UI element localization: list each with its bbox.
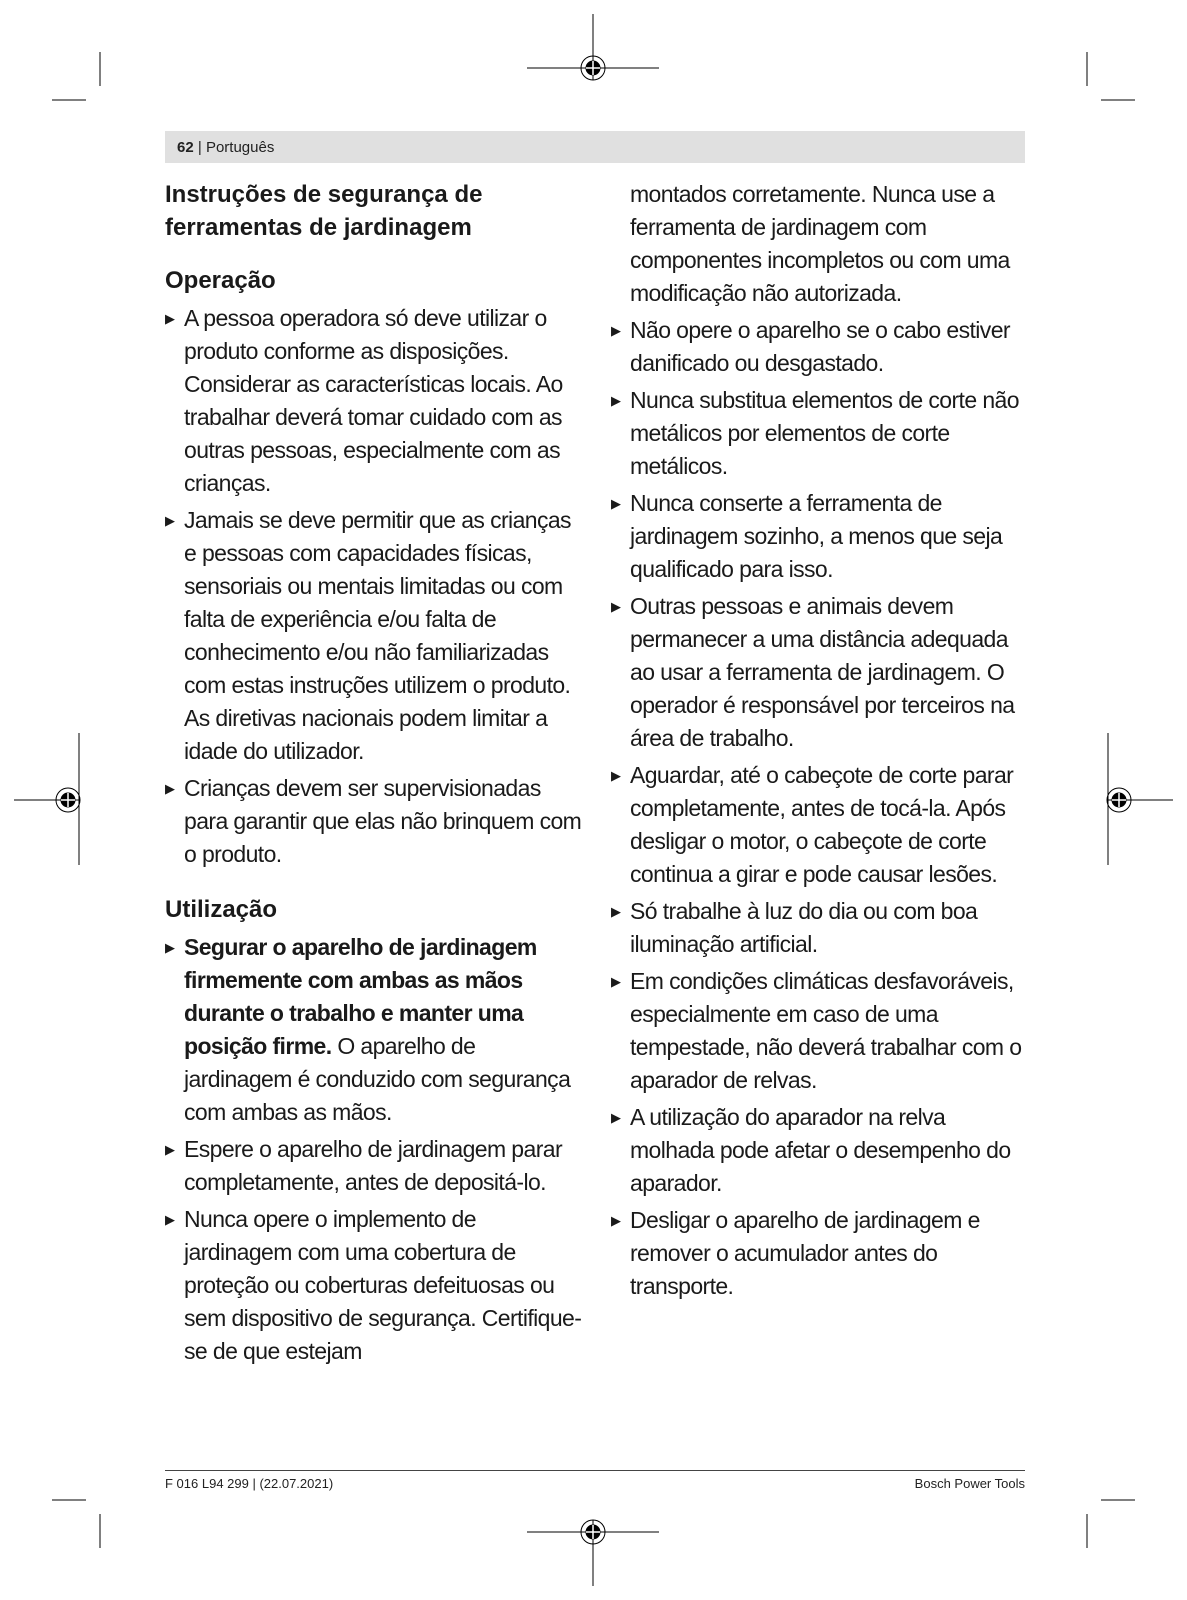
list-item-text: Nunca opere o implemento de jardinagem com uma cobertura de proteção ou coberturas defeituosas ou sem dispositivo de segurança. Certifique-se de que estejam: [184, 1206, 582, 1364]
list-item: [611, 384, 1031, 483]
registration-mark-top: [527, 14, 659, 80]
continued-text: montados corretamente. Nunca use a ferramenta de jardinagem com componentes incompletos ou com uma modificação não autorizada.: [630, 181, 1010, 306]
registration-mark-left: [14, 733, 80, 865]
footer-document-code: F 016 L94 299 | (22.07.2021): [165, 1476, 334, 1491]
list-item-text: Não opere o aparelho se o cabo estiver danificado ou desgastado.: [630, 317, 1010, 376]
list-item: [611, 590, 1031, 755]
page-header-bar: [165, 131, 1025, 163]
triangle-right-icon: ▶: [611, 1110, 621, 1125]
footer-divider: [165, 1470, 1025, 1471]
registration-mark-bottom: [527, 1520, 659, 1586]
subsection-utilizacao: Utilização: [165, 896, 278, 923]
list-item: [165, 1133, 585, 1199]
list-item: [165, 504, 585, 768]
triangle-right-icon: ▶: [611, 323, 621, 338]
triangle-right-icon: ▶: [611, 496, 621, 511]
triangle-right-icon: ▶: [611, 1213, 621, 1228]
list-item: [611, 1101, 1031, 1200]
list-item: [611, 759, 1031, 891]
triangle-right-icon: ▶: [165, 781, 175, 796]
list-item-text: Jamais se deve permitir que as crianças e pessoas com capacidades físicas, sensoriais ou mentais limitadas ou com falta de experiência e/ou falta de conhecimento e/ou não familiarizadas com estas instruções utilizem o produto. As diretivas nacionais podem limitar a idade do utilizador.: [184, 507, 571, 764]
list-item: [611, 1204, 1031, 1303]
list-item-bold-text: Segurar o aparelho de jardinagem firmemente com ambas as mãos durante o trabalho e manter uma posição firme.: [184, 934, 537, 1059]
triangle-right-icon: ▶: [165, 940, 175, 955]
triangle-right-icon: ▶: [611, 768, 621, 783]
list-item-text: Outras pessoas e animais devem permanecer a uma distância adequada ao usar a ferramenta de jardinagem. O operador é responsável por terceiros na área de trabalho.: [630, 593, 1015, 751]
triangle-right-icon: ▶: [611, 393, 621, 408]
list-item: [611, 314, 1031, 380]
list-item-text: Só trabalhe à luz do dia ou com boa iluminação artificial.: [630, 898, 978, 957]
page-header: [177, 139, 274, 156]
operacao-list: [165, 302, 585, 871]
subsection-operacao: Operação: [165, 267, 276, 294]
list-item-text: Nunca substitua elementos de corte não metálicos por elementos de corte metálicos.: [630, 387, 1019, 479]
right-column: [611, 178, 1031, 1307]
list-item-text: Espere o aparelho de jardinagem parar completamente, antes de depositá-lo.: [184, 1136, 562, 1195]
section-title: Instruções de segurança de ferramentas de jardinagem: [165, 181, 483, 241]
triangle-right-icon: ▶: [611, 904, 621, 919]
triangle-right-icon: ▶: [611, 974, 621, 989]
page-number: 62: [177, 139, 194, 156]
list-item-text: Aguardar, até o cabeçote de corte parar completamente, antes de tocá-la. Após desligar o motor, o cabeçote de corte continua a girar e pode causar lesões.: [630, 762, 1014, 887]
triangle-right-icon: ▶: [165, 311, 175, 326]
list-item: [611, 895, 1031, 961]
triangle-right-icon: ▶: [611, 599, 621, 614]
triangle-right-icon: ▶: [165, 1142, 175, 1157]
list-item: [165, 772, 585, 871]
header-separator: |: [197, 139, 202, 156]
list-item-text: Crianças devem ser supervisionadas para garantir que elas não brinquem com o produto.: [184, 775, 582, 867]
list-item: [165, 1203, 585, 1368]
list-item: [165, 931, 585, 1129]
list-item-text: A utilização do aparador na relva molhada pode afetar o desempenho do aparador.: [630, 1104, 1011, 1196]
list-item-text: O aparelho de jardinagem é conduzido com segurança com ambas as mãos.: [184, 1033, 571, 1125]
list-item-text: Nunca conserte a ferramenta de jardinagem sozinho, a menos que seja qualificado para isso.: [630, 490, 1003, 582]
list-item-text: Desligar o aparelho de jardinagem e remover o acumulador antes do transporte.: [630, 1207, 980, 1299]
left-column: [165, 178, 585, 1372]
list-item: [611, 487, 1031, 586]
list-item-text: Em condições climáticas desfavoráveis, especialmente em caso de uma tempestade, não deverá trabalhar com o aparador de relvas.: [630, 968, 1022, 1093]
list-item: [165, 302, 585, 500]
list-item-text: A pessoa operadora só deve utilizar o produto conforme as disposições. Considerar as características locais. Ao trabalhar deverá tomar cuidado com as outras pessoas, especialmente com as crianças.: [184, 305, 563, 496]
list-item: [611, 965, 1031, 1097]
header-language: Português: [205, 139, 275, 156]
footer-brand: Bosch Power Tools: [914, 1476, 1025, 1491]
triangle-right-icon: ▶: [165, 513, 175, 528]
triangle-right-icon: ▶: [165, 1212, 175, 1227]
utilizacao-list: [165, 931, 585, 1368]
registration-mark-right: [1107, 733, 1173, 865]
safety-list: [611, 314, 1031, 1303]
